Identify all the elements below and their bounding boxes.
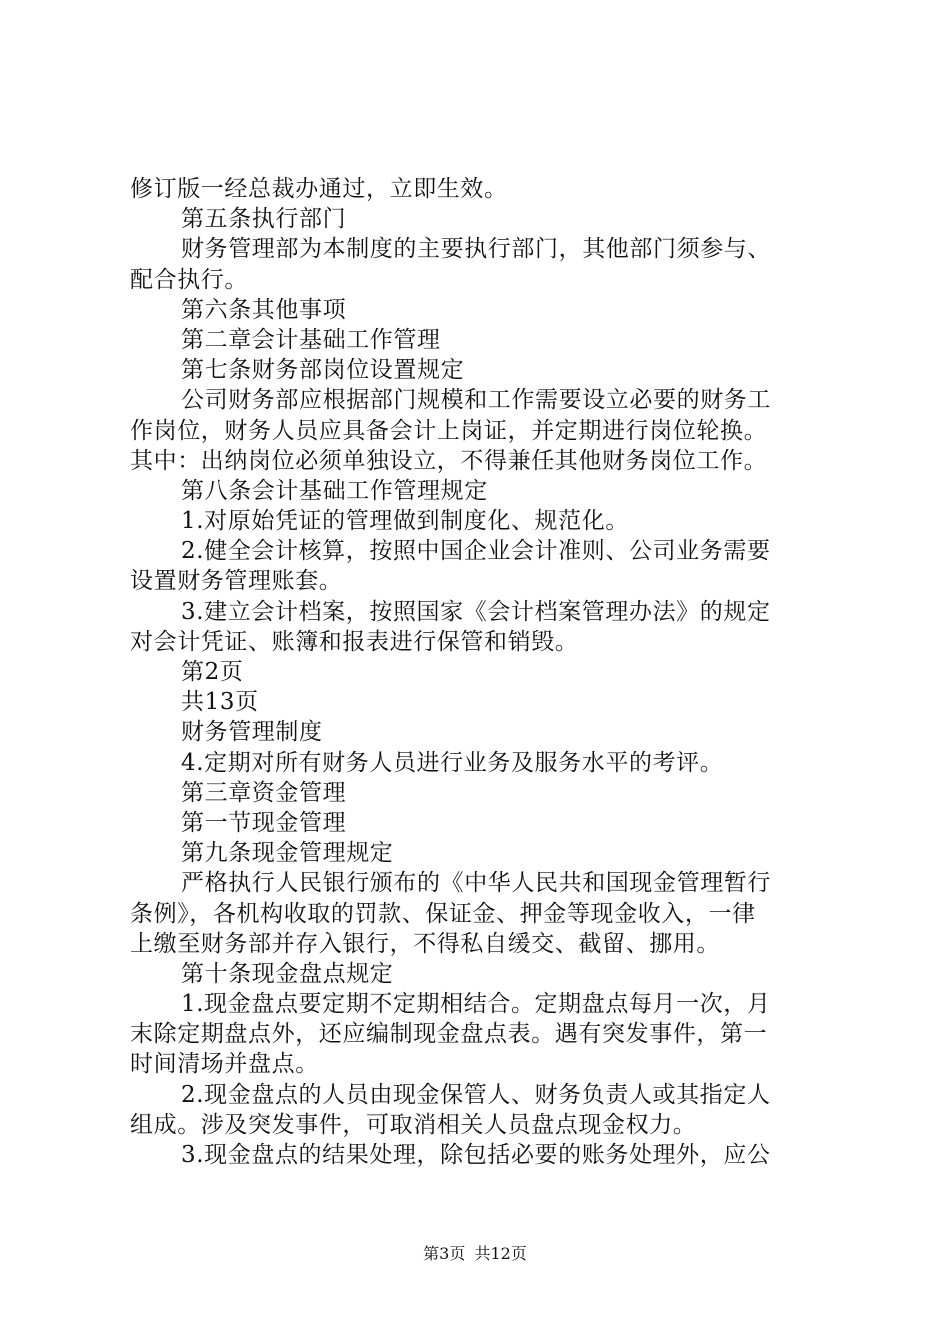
text-line: 其中：出纳岗位必须单独设立，不得兼任其他财务岗位工作。 bbox=[130, 447, 768, 474]
text-line: 时间清场并盘点。 bbox=[130, 1051, 319, 1078]
text-line: 财务管理制度 bbox=[181, 719, 323, 746]
text-line: 第九条现金管理规定 bbox=[181, 840, 394, 867]
document-body bbox=[130, 174, 832, 1170]
text-line: 第三章资金管理 bbox=[181, 779, 347, 806]
text-line: 设置财务管理账套。 bbox=[130, 568, 343, 595]
text-line: 2.现金盘点的人员由现金保管人、财务负责人或其指定人 bbox=[181, 1081, 771, 1108]
page-total: 共12页 bbox=[474, 1244, 527, 1263]
page-number: 第3页 bbox=[423, 1244, 466, 1263]
page-footer bbox=[0, 1244, 950, 1264]
text-line: 3.建立会计档案，按照国家《会计档案管理办法》的规定 bbox=[181, 598, 771, 625]
text-line: 2.健全会计核算，按照中国企业会计准则、公司业务需要 bbox=[181, 538, 771, 565]
text-line: 4.定期对所有财务人员进行业务及服务水平的考评。 bbox=[181, 749, 724, 776]
text-line: 条例》，各机构收取的罚款、保证金、押金等现金收入，一律 bbox=[130, 900, 756, 927]
text-line: 1.对原始凭证的管理做到制度化、规范化。 bbox=[181, 508, 629, 535]
text-line: 共13页 bbox=[181, 689, 259, 716]
text-line: 上缴至财务部并存入银行，不得私自缓交、截留、挪用。 bbox=[130, 930, 720, 957]
text-line: 3.现金盘点的结果处理，除包括必要的账务处理外，应公 bbox=[181, 1142, 771, 1168]
text-line: 对会计凭证、账簿和报表进行保管和销毁。 bbox=[130, 628, 579, 655]
text-line: 第二章会计基础工作管理 bbox=[181, 326, 441, 353]
text-line: 第八条会计基础工作管理规定 bbox=[181, 477, 488, 504]
text-line: 第一节现金管理 bbox=[181, 809, 347, 836]
text-line: 财务管理部为本制度的主要执行部门，其他部门须参与、 bbox=[181, 236, 771, 263]
text-line: 第六条其他事项 bbox=[181, 296, 347, 323]
text-line: 修订版一经总裁办通过，立即生效。 bbox=[130, 176, 508, 202]
text-line: 配合执行。 bbox=[130, 266, 248, 293]
text-line: 第七条财务部岗位设置规定 bbox=[181, 357, 465, 384]
text-line: 严格执行人民银行颁布的《中华人民共和国现金管理暂行 bbox=[181, 870, 771, 897]
text-line: 第五条执行部门 bbox=[181, 206, 347, 233]
text-line: 公司财务部应根据部门规模和工作需要设立必要的财务工 bbox=[181, 387, 771, 414]
text-line: 第2页 bbox=[181, 659, 244, 685]
text-line: 1.现金盘点要定期不定期相结合。定期盘点每月一次，月 bbox=[181, 991, 771, 1018]
text-line: 组成。涉及突发事件，可取消相关人员盘点现金权力。 bbox=[130, 1111, 697, 1138]
text-line: 作岗位，财务人员应具备会计上岗证，并定期进行岗位轮换。 bbox=[130, 417, 768, 444]
text-line: 末除定期盘点外，还应编制现金盘点表。遇有突发事件，第一 bbox=[130, 1021, 768, 1048]
text-line: 第十条现金盘点规定 bbox=[181, 960, 394, 987]
